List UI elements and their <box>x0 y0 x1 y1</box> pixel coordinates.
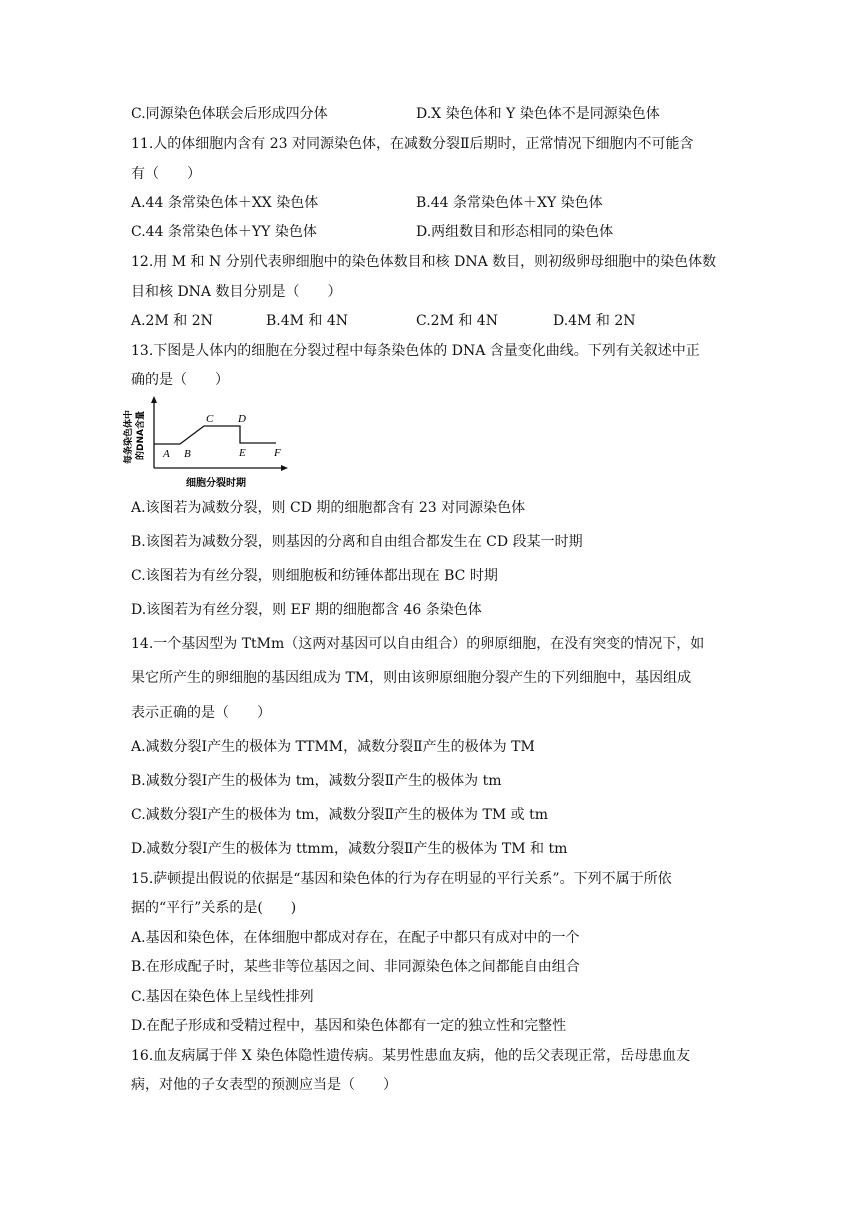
q14-option-b: B.减数分裂Ⅰ产生的极体为 tm，减数分裂Ⅱ产生的极体为 tm <box>131 773 502 789</box>
q13-stem-line1: 13.下图是人体内的细胞在分裂过程中每条染色体的 DNA 含量变化曲线。下列有关叙述中正 <box>131 343 700 359</box>
q15-option-d: D.在配子形成和受精过程中，基因和染色体都有一定的独立性和完整性 <box>131 1018 567 1034</box>
q15-stem-line1: 15.萨顿提出假说的依据是“基因和染色体的行为存在明显的平行关系”。下列不属于所依 <box>131 871 672 887</box>
q13-option-c: C.该图若为有丝分裂，则细胞板和纺锤体都出现在 BC 时期 <box>131 568 498 584</box>
q11-stem-line1: 11.人的体细胞内含有 23 对同源染色体，在减数分裂Ⅱ后期时，正常情况下细胞内不可能含 <box>131 136 694 152</box>
q11-stem-line2: 有（ ） <box>131 166 201 182</box>
graph-point-e: E <box>239 447 246 459</box>
q13-option-b: B.该图若为减数分裂，则基因的分离和自由组合都发生在 CD 段某一时期 <box>131 534 583 550</box>
q11-option-b: B.44 条常染色体＋XY 染色体 <box>416 195 603 211</box>
q16-stem-line1: 16.血友病属于伴 X 染色体隐性遗传病。某男性患血友病，他的岳父表现正常，岳母患血友 <box>131 1048 691 1064</box>
graph-curve <box>154 426 276 444</box>
q14-stem-line2: 果它所产生的卵细胞的基因组成为 TM，则由该卵原细胞分裂产生的下列细胞中，基因组成 <box>131 670 692 686</box>
q12-option-a: A.2M 和 2N <box>131 313 213 329</box>
q13-option-a: A.该图若为减数分裂，则 CD 期的细胞都含有 23 对同源染色体 <box>131 500 526 516</box>
graph-point-a: A <box>163 448 170 460</box>
q16-stem-line2: 病，对他的子女表型的预测应当是（ ） <box>131 1077 397 1093</box>
q12-option-b: B.4M 和 4N <box>266 313 349 329</box>
q13-option-d: D.该图若为有丝分裂，则 EF 期的细胞都含 46 条染色体 <box>131 602 482 618</box>
q14-stem-line1: 14.一个基因型为 TtMm（这两对基因可以自由组合）的卵原细胞，在没有突变的情况下，如 <box>131 636 705 652</box>
q12-stem-line2: 目和核 DNA 数目分别是（ ） <box>131 284 342 300</box>
graph-ylabel-line2: 的DNA含量 <box>136 411 146 460</box>
graph-point-b: B <box>184 448 191 460</box>
q10-option-d: D.X 染色体和 Y 染色体不是同源染色体 <box>416 106 660 122</box>
q14-option-c: C.减数分裂Ⅰ产生的极体为 tm，减数分裂Ⅱ产生的极体为 TM 或 tm <box>131 807 548 823</box>
q15-option-c: C.基因在染色体上呈线性排列 <box>131 989 314 1005</box>
graph-y-arrow <box>151 396 157 403</box>
q15-stem-line2: 据的“平行”关系的是( ) <box>131 900 297 916</box>
q12-option-c: C.2M 和 4N <box>416 313 498 329</box>
graph-point-c: C <box>206 413 214 425</box>
q14-option-d: D.减数分裂Ⅰ产生的极体为 ttmm，减数分裂Ⅱ产生的极体为 TM 和 tm <box>131 841 568 857</box>
graph-x-arrow <box>281 465 288 471</box>
q11-option-a: A.44 条常染色体＋XX 染色体 <box>131 195 319 211</box>
graph-point-f: F <box>274 447 281 459</box>
q12-stem-line1: 12.用 M 和 N 分别代表卵细胞中的染色体数目和核 DNA 数目，则初级卵母细胞中的染色体数 <box>131 254 717 270</box>
graph-point-d: D <box>238 413 246 425</box>
q14-stem-line3: 表示正确的是（ ） <box>131 705 271 721</box>
dna-content-graph <box>118 394 290 490</box>
q12-option-d: D.4M 和 2N <box>553 313 636 329</box>
q14-option-a: A.减数分裂Ⅰ产生的极体为 TTMM，减数分裂Ⅱ产生的极体为 TM <box>131 739 535 755</box>
q15-option-a: A.基因和染色体，在体细胞中都成对存在，在配子中都只有成对中的一个 <box>131 930 580 946</box>
q13-stem-line2: 确的是（ ） <box>131 372 229 388</box>
q10-option-c: C.同源染色体联会后形成四分体 <box>131 106 328 122</box>
q11-option-c: C.44 条常染色体＋YY 染色体 <box>131 224 317 240</box>
q11-option-d: D.两组数目和形态相同的染色体 <box>416 224 614 240</box>
q15-option-b: B.在形成配子时，某些非等位基因之间、非同源染色体之间都能自由组合 <box>131 959 580 975</box>
graph-ylabel-line1: 每条染色体中 <box>124 409 134 464</box>
graph-xlabel: 细胞分裂时期 <box>186 478 246 489</box>
